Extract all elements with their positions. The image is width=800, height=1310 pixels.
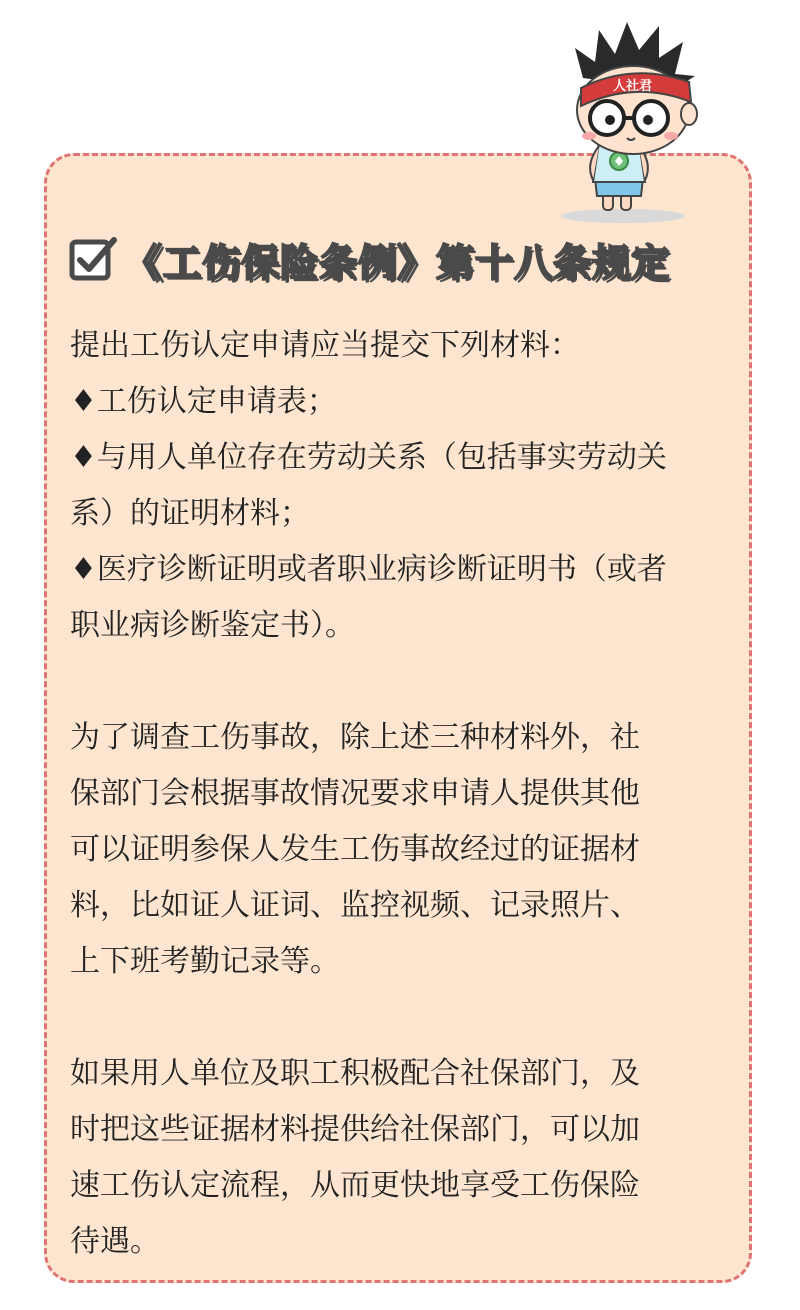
- paragraph-3-line: 时把这些证据材料提供给社保部门，可以加: [70, 1112, 640, 1147]
- paragraph-spacer: [70, 654, 738, 710]
- paragraph-2-line: 可以证明参保人发生工伤事故经过的证据材: [70, 832, 640, 867]
- cartoon-mascot-icon: [555, 18, 725, 230]
- paragraph-2-line: 料，比如证人证词、监控视频、记录照片、: [70, 888, 640, 923]
- paragraph-3-line: 待遇。: [70, 1224, 160, 1259]
- paragraph-2-line: 保部门会根据事故情况要求申请人提供其他: [70, 776, 640, 811]
- materials-line: ♦医疗诊断证明或者职业病诊断证明书（或者: [70, 552, 667, 587]
- paragraph-2-line: 上下班考勤记录等。: [70, 944, 340, 979]
- paragraph-3-line: 如果用人单位及职工积极配合社保部门，及: [70, 1056, 640, 1091]
- section-heading: [68, 232, 670, 287]
- article-body: [70, 318, 738, 1270]
- materials-line: ♦工伤认定申请表；: [70, 384, 337, 419]
- materials-line: 职业病诊断鉴定书）。: [70, 608, 355, 643]
- mascot-headband-text: 人社君: [613, 79, 653, 94]
- materials-line: 系）的证明材料；: [70, 496, 310, 531]
- checkbox-icon: [68, 234, 120, 286]
- page-title: 《工伤保险条例》第十八条规定: [124, 241, 671, 285]
- paragraph-spacer: [70, 990, 738, 1046]
- paragraph-3-line: 速工伤认定流程，从而更快地享受工伤保险: [70, 1168, 640, 1203]
- paragraph-2-line: 为了调查工伤事故，除上述三种材料外，社: [70, 720, 640, 755]
- materials-line: ♦与用人单位存在劳动关系（包括事实劳动关: [70, 440, 667, 475]
- intro-text: 提出工伤认定申请应当提交下列材料：: [70, 328, 580, 363]
